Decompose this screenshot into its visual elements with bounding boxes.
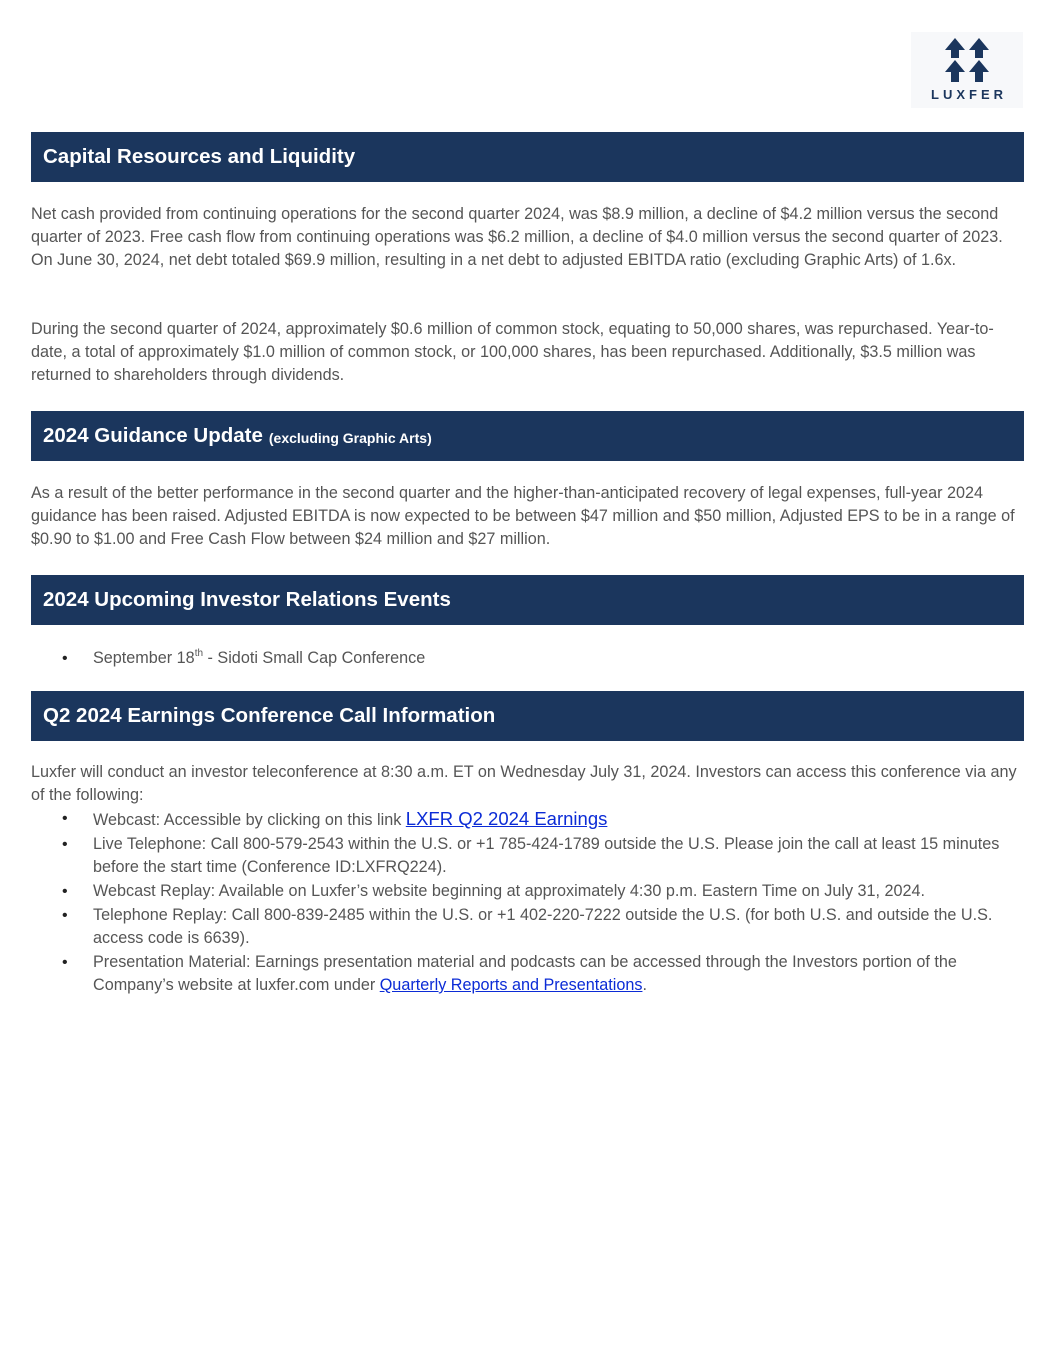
section-title: 2024 Upcoming Investor Relations Events — [43, 588, 451, 611]
section-header-call — [31, 691, 1024, 741]
quarterly-reports-link[interactable]: Quarterly Reports and Presentations — [379, 976, 643, 994]
list-item — [31, 904, 1024, 950]
events-list — [31, 647, 1024, 671]
call-options-list — [31, 807, 1024, 998]
bullet-icon: • — [62, 810, 68, 827]
list-item — [31, 807, 1024, 832]
list-item — [31, 880, 1024, 903]
event-date-suffix: th — [194, 647, 204, 659]
bullet-icon: • — [62, 883, 68, 900]
bullet-icon: • — [62, 954, 68, 971]
capital-paragraph-1: Net cash provided from continuing operations for the second quarter 2024, was $8.9 million, a decline of $4.2 million versus the second quarter of 2023. Free cash flow from continuing operations was $6.2 million, a decline of $4.0 million versus the second quarter of 2023. On June 30, 2024, net debt totaled $69.9 million, resulting in a net debt to adjusted EBITDA ratio (excluding Graphic Arts) of 1.6x. — [31, 205, 1003, 269]
event-date: September 18 — [93, 649, 195, 667]
event-name: - Sidoti Small Cap Conference — [203, 649, 426, 667]
guidance-paragraph: As a result of the better performance in the second quarter and the higher-than-anticipated recovery of legal expenses, full-year 2024 guidance has been raised. Adjusted EBITDA is now expected to be between $47 million and $50 million, Adjusted EPS to be in a range of $0.90 to $1.00 and Free Cash Flow between $24 million and $27 million. — [31, 484, 1015, 548]
live-telephone-text: Live Telephone: Call 800-579-2543 within the U.S. or +1 785-424-1789 outside the U.S. Please join the call at least 15 minutes before the start time (Conference ID:LXFRQ224). — [93, 835, 1000, 876]
call-intro: Luxfer will conduct an investor teleconference at 8:30 a.m. ET on Wednesday July 31, 2024. Investors can access this conference via any of the following: — [31, 763, 1017, 804]
list-item — [31, 647, 1024, 670]
bullet-icon: • — [62, 836, 68, 853]
telephone-replay-text: Telephone Replay: Call 800-839-2485 within the U.S. or +1 402-220-7222 outside the U.S. (for both U.S. and outside the U.S. access code is 6639). — [93, 906, 993, 947]
section-header-events — [31, 575, 1024, 625]
section-title: Q2 2024 Earnings Conference Call Information — [43, 704, 496, 727]
bullet-icon: • — [62, 650, 68, 667]
capital-paragraph-2: During the second quarter of 2024, approximately $0.6 million of common stock, equating to 50,000 shares, was repurchased. Year-to-date, a total of approximately $1.0 million of common stock, or 100,000 shares, has been repurchased. Additionally, $3.5 million was returned to shareholders through dividends. — [31, 320, 994, 384]
webcast-link[interactable]: LXFR Q2 2024 Earnings — [405, 808, 608, 829]
logo-text: LUXFER — [931, 87, 1007, 102]
presentation-period: . — [642, 976, 647, 994]
luxfer-arrows-logo-icon — [943, 36, 991, 84]
section-header-guidance — [31, 411, 1024, 461]
list-item — [31, 951, 1024, 997]
presentation-text: Presentation Material: Earnings presentation material and podcasts can be accessed through the Investors portion of the Company’s website at luxfer.com under — [93, 953, 957, 994]
section-title: 2024 Guidance Update — [43, 424, 263, 447]
webcast-replay-text: Webcast Replay: Available on Luxfer’s website beginning at approximately 4:30 p.m. Eastern Time on July 31, 2024. — [93, 882, 926, 900]
section-subtitle: (excluding Graphic Arts) — [268, 430, 432, 446]
bullet-icon: • — [62, 907, 68, 924]
luxfer-logo — [911, 32, 1023, 108]
list-item — [31, 833, 1024, 879]
section-title: Capital Resources and Liquidity — [43, 145, 356, 168]
webcast-text: Webcast: Accessible by clicking on this link — [93, 811, 406, 829]
section-header-capital — [31, 132, 1024, 182]
